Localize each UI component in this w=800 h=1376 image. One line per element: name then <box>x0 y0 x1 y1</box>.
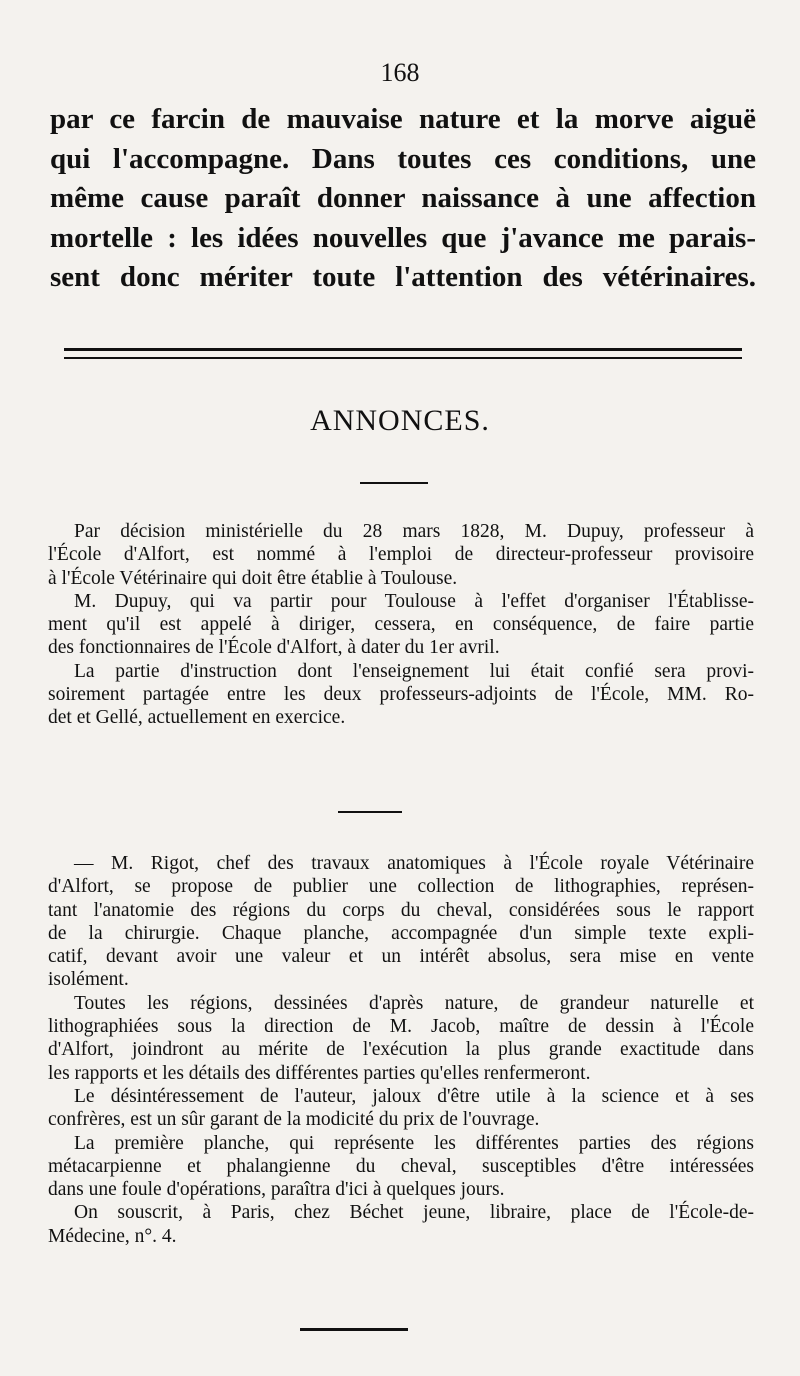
end-rule-divider <box>300 1328 408 1331</box>
intro-paragraph <box>50 100 756 298</box>
text-line: Toutes les régions, dessinées d'après nature, de grandeur naturelle et <box>74 992 754 1014</box>
intro-line: sent donc mériter toute l'attention des vétérinaires. <box>50 261 756 293</box>
text-line: métacarpienne et phalangienne du cheval, susceptibles d'être intéressées <box>48 1155 754 1177</box>
text-line: La première planche, qui représente les différentes parties des régions <box>74 1132 754 1154</box>
intro-line: qui l'accompagne. Dans toutes ces conditions, une <box>50 142 756 175</box>
text-line: M. Dupuy, qui va partir pour Toulouse à l'effet d'organiser l'Établisse- <box>74 590 754 612</box>
text-line: isolément. <box>48 969 129 991</box>
short-rule-divider <box>338 811 402 813</box>
text-line: tant l'anatomie des régions du corps du cheval, considérées sous le rapport <box>48 899 754 921</box>
text-line: d'Alfort, joindront au mérite de l'exécution la plus grande exactitude dans <box>48 1039 754 1061</box>
short-rule-divider <box>360 482 428 484</box>
text-line: Par décision ministérielle du 28 mars 1828, M. Dupuy, professeur à <box>74 521 754 542</box>
text-line: — M. Rigot, chef des travaux anatomiques à l'École royale Vétérinaire <box>74 853 754 874</box>
text-line: les rapports et les détails des différentes parties qu'elles renfermeront. <box>48 1062 591 1084</box>
intro-line: même cause paraît donner naissance à une affection <box>50 182 756 214</box>
text-line: confrères, est un sûr garant de la modicité du prix de l'ouvrage. <box>48 1109 540 1131</box>
text-line: d'Alfort, se propose de publier une collection de lithographies, représen- <box>48 876 754 898</box>
page-number: 168 <box>380 58 420 87</box>
text-line: l'École d'Alfort, est nommé à l'emploi de directeur-professeur provisoire <box>48 544 754 566</box>
double-rule-divider <box>64 348 742 359</box>
text-line: dans une foule d'opérations, paraîtra d'ici à quelques jours. <box>48 1179 505 1201</box>
text-line: de la chirurgie. Chaque planche, accompagnée d'un simple texte expli- <box>48 922 754 944</box>
text-line: On souscrit, à Paris, chez Béchet jeune, libraire, place de l'École-de- <box>74 1202 754 1224</box>
text-line: det et Gellé, actuellement en exercice. <box>48 707 346 729</box>
announcement-rigot <box>48 852 754 1248</box>
text-line: La partie d'instruction dont l'enseignement lui était confié sera provi- <box>74 660 754 682</box>
text-line: à l'École Vétérinaire qui doit être établie à Toulouse. <box>48 567 458 589</box>
text-line: soirement partagée entre les deux professeurs-adjoints de l'École, MM. Ro- <box>48 684 754 706</box>
announcement-dupuy <box>48 520 754 730</box>
text-line: Médecine, n°. 4. <box>48 1225 177 1247</box>
section-title: ANNONCES. <box>310 404 490 437</box>
text-line: ment qu'il est appelé à diriger, cessera, en conséquence, de faire partie <box>48 614 754 636</box>
text-line: des fonctionnaires de l'École d'Alfort, à dater du 1er avril. <box>48 637 500 659</box>
text-line: catif, devant avoir une valeur et un intérêt absolus, sera mise en vente <box>48 946 754 968</box>
intro-line: mortelle : les idées nouvelles que j'avance me parais- <box>50 221 756 254</box>
intro-line: par ce farcin de mauvaise nature et la morve aiguë <box>50 103 756 135</box>
text-line: lithographiées sous la direction de M. Jacob, maître de dessin à l'École <box>48 1016 754 1038</box>
text-line: Le désintéressement de l'auteur, jaloux d'être utile à la science et à ses <box>74 1085 754 1107</box>
